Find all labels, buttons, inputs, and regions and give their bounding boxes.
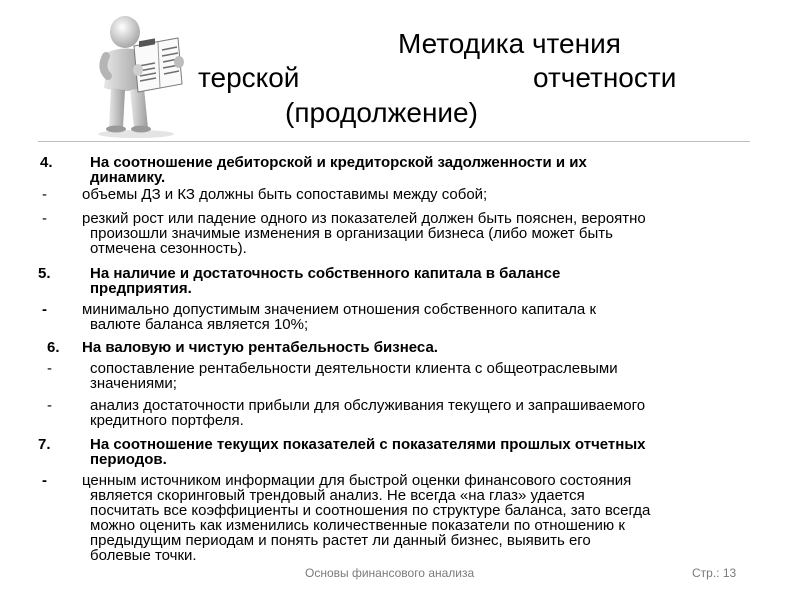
list-item <box>82 211 646 256</box>
footer-page-number: Стр.: 13 <box>692 566 737 580</box>
list-item-line: На соотношение дебиторской и кредиторской задолженности и их <box>90 154 587 171</box>
list-item-line: болевые точки. <box>90 547 197 564</box>
list-marker: 7. <box>38 436 51 453</box>
list-item-heading <box>90 437 645 467</box>
list-item <box>90 398 645 428</box>
list-item-line: динамику. <box>90 169 166 186</box>
list-item-line: посчитать все коэффициенты и соотношения по структуре баланса, зато всегда <box>90 502 651 519</box>
list-item-line: сопоставление рентабельности деятельности клиента с общеотраслевыми <box>90 360 618 377</box>
list-item <box>82 473 650 563</box>
list-item-heading <box>82 340 438 355</box>
list-item-line: На соотношение текущих показателей с показателями прошлых отчетных <box>90 436 646 453</box>
list-item-line: анализ достаточности прибыли для обслуживания текущего и запрашиваемого <box>90 397 646 414</box>
list-item-line: можно оценить как изменились количественные показатели по отношению к <box>90 517 625 534</box>
list-item-heading <box>90 266 560 296</box>
list-item <box>82 302 596 332</box>
list-item-line: валюте баланса является 10%; <box>90 316 309 333</box>
list-item-line: произошли значимые изменения в организации бизнеса (либо может быть <box>90 225 613 242</box>
list-item-line: кредитного портфеля. <box>90 412 244 429</box>
title-line-1: Методика чтения <box>398 28 621 59</box>
footer-course-title: Основы финансового анализа <box>305 566 475 580</box>
list-item-line: является скоринговый трендовый анализ. Не всегда «на глаз» удается <box>90 487 585 504</box>
list-item-line: предприятия. <box>90 280 192 297</box>
list-item-line: ценным источником информации для быстрой оценки финансового состояния <box>82 472 632 489</box>
list-item-line: На валовую и чистую рентабельность бизнеса. <box>82 339 438 356</box>
list-item-heading <box>90 155 587 185</box>
list-item-line: предыдущим периодам и понять растет ли данный бизнес, выявить его <box>90 532 591 549</box>
title-divider <box>38 141 750 142</box>
list-marker: - <box>42 301 47 318</box>
list-marker: - <box>42 210 47 227</box>
list-item <box>82 187 487 202</box>
list-marker: - <box>42 472 47 489</box>
list-marker: 5. <box>38 265 51 282</box>
list-marker: 6. <box>47 339 60 356</box>
list-item-line: периодов. <box>90 451 167 468</box>
list-marker: - <box>47 397 52 414</box>
list-item-line: значениями; <box>90 375 177 392</box>
list-item-line: минимально допустимым значением отношения собственного капитала к <box>82 301 597 318</box>
title-line-2-right: отчетности <box>533 62 677 93</box>
list-item-line: На наличие и достаточность собственного капитала в балансе <box>90 265 561 282</box>
list-item-line: объемы ДЗ и КЗ должны быть сопоставимы между собой; <box>82 186 488 203</box>
list-marker: - <box>47 360 52 377</box>
list-item <box>90 361 618 391</box>
title-line-2-left: терской <box>198 62 300 93</box>
list-item-line: отмечена сезонность). <box>90 240 247 257</box>
title-line-3: (продолжение) <box>285 97 478 128</box>
list-item-line: резкий рост или падение одного из показателей должен быть пояснен, вероятно <box>82 210 646 227</box>
reading-man-illustration <box>78 10 198 140</box>
list-marker: - <box>42 186 47 203</box>
list-marker: 4. <box>40 154 53 171</box>
